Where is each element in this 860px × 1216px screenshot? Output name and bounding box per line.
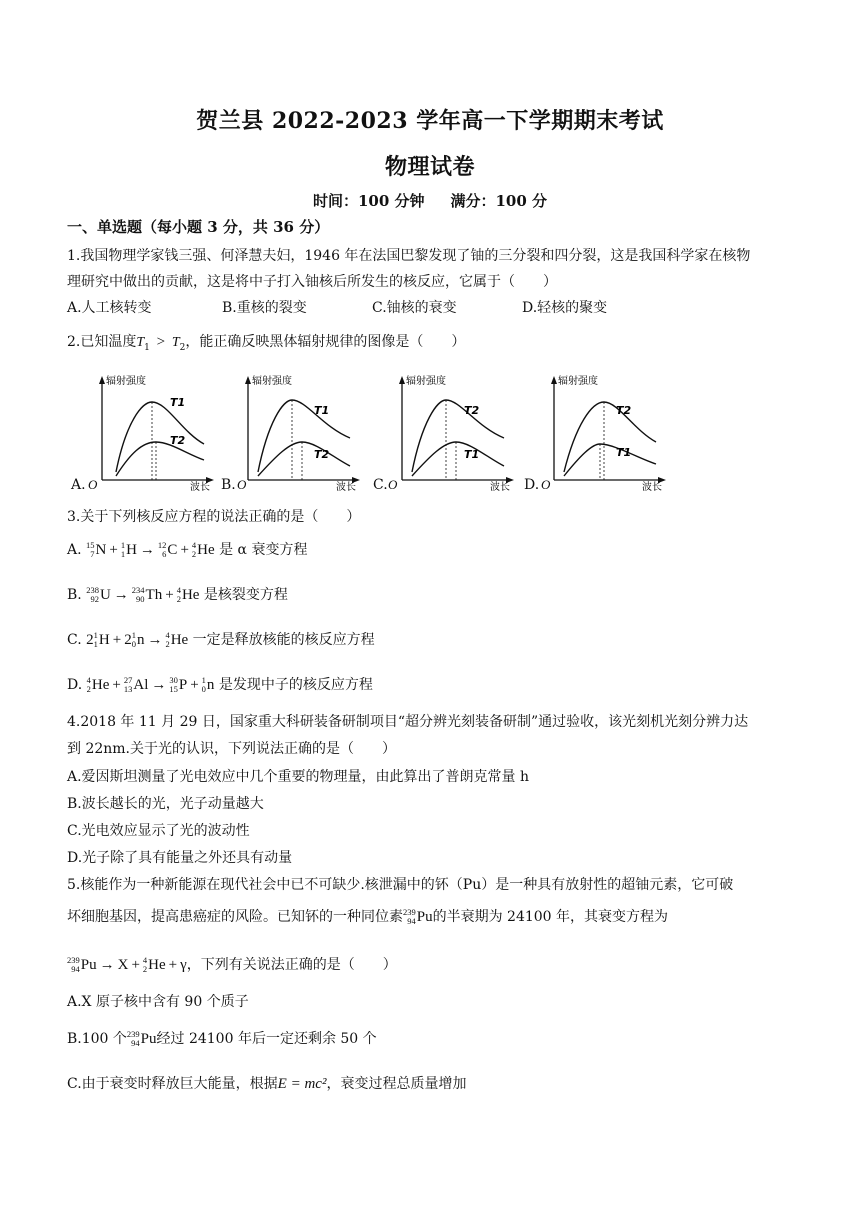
q2-graph-c xyxy=(382,372,532,494)
graph-d-upper-label: T2 xyxy=(616,404,632,417)
q3-stem: 3.关于下列核反应方程的说法正确的是（ ） xyxy=(67,509,361,525)
graph-ylabel: 辐射强度 xyxy=(252,376,292,387)
graph-c-upper-label: T2 xyxy=(464,404,480,417)
q1-option-a: A.人工核转变 xyxy=(67,300,152,316)
q2-graph-a xyxy=(82,372,232,494)
graph-b-lower-label: T2 xyxy=(314,448,330,461)
graph-ylabel: 辐射强度 xyxy=(106,376,146,387)
q1-option-b: B.重核的裂变 xyxy=(222,300,307,316)
q4-option-b: B.波长越长的光，光子动量越大 xyxy=(67,796,264,812)
q2-option-a-label: A. xyxy=(71,477,86,493)
exam-title: 贺兰县 2022-2023 学年高一下学期期末考试 xyxy=(196,108,664,134)
q4-stem-line1: 4.2018 年 11 月 29 日，国家重大科研装备研制项目“超分辨光刻装备研制”通过验收，该光刻机光刻分辨力达 xyxy=(67,714,749,730)
graph-ylabel: 辐射强度 xyxy=(406,376,446,387)
q5-option-b: B.100 个 239 94 Pu经过 24100 年后一定还剩余 50 个 xyxy=(67,1029,377,1048)
exam-subtitle: 物理试卷 xyxy=(384,154,475,180)
q2-option-d-label: D. xyxy=(524,477,540,493)
q3-option-c: C. 2 1 1 H + 2 1 0 n → 4 2 He 一定是释放核能的核反应方程 xyxy=(67,630,375,649)
q4-option-a: A.爱因斯坦测量了光电效应中几个重要的物理量，由此算出了普朗克常量 h xyxy=(67,769,530,785)
q1-option-c: C.铀核的衰变 xyxy=(372,300,457,316)
q3-option-b: B. 238 92 U → 234 90 Th + 4 2 He 是核裂变方程 xyxy=(67,585,288,604)
q5-option-a: A.X 原子核中含有 90 个质子 xyxy=(67,994,249,1010)
q5-stem-line2: 坏细胞基因，提高患癌症的风险。已知钚的一种同位素 239 94 Pu的半衰期为 24100 年，其衰变方程为 xyxy=(67,907,669,926)
q5-stem-line3: 239 94 Pu → X + 4 2 He + γ，下列有关说法正确的是（ ） xyxy=(67,955,397,974)
q2-stem: 2.已知温度$T_1 > T_2$，能正确反映黑体辐射规律的图像是（ ） xyxy=(67,334,466,353)
section-heading: 一、单选题（每小题 3 分，共 36 分） xyxy=(67,218,330,236)
graph-xlabel: 波长 xyxy=(190,482,210,493)
q2-option-b-label: B. xyxy=(221,477,236,493)
q2-graph-d xyxy=(534,372,684,494)
graph-b-upper-label: T1 xyxy=(314,404,330,417)
graph-xlabel: 波长 xyxy=(336,482,356,493)
graph-c-lower-label: T1 xyxy=(464,448,480,461)
q2-option-c-label: C. xyxy=(373,477,388,493)
q2-graph-b-origin: O xyxy=(237,477,247,492)
q2-graph-d-origin: O xyxy=(541,477,551,492)
q3-option-a: A. 15 7 N + 1 1 H → 12 6 C + 4 2 He 是 α 衰变方程 xyxy=(67,540,308,559)
graph-ylabel: 辐射强度 xyxy=(558,376,598,387)
q5-option-c: C.由于衰变时释放巨大能量，根据E = mc²，衰变过程总质量增加 xyxy=(67,1076,467,1092)
graph-xlabel: 波长 xyxy=(490,482,510,493)
graph-d-lower-label: T1 xyxy=(616,446,632,459)
q1-stem-line1: 1.我国物理学家钱三强、何泽慧夫妇，1946 年在法国巴黎发现了铀的三分裂和四分裂，这是我国科学家在核物 xyxy=(67,248,751,264)
q4-option-c: C.光电效应显示了光的波动性 xyxy=(67,823,250,839)
graph-a-upper-label: T1 xyxy=(170,396,186,409)
exam-score: 满分：100 分 xyxy=(450,192,548,210)
q4-stem-line2: 到 22nm.关于光的认识，下列说法正确的是（ ） xyxy=(67,741,397,757)
q2-graph-a-origin: O xyxy=(88,477,98,492)
q3-option-d: D. 4 2 He + 27 13 Al → 30 15 P + 1 0 n 是发现中子的核反应方程 xyxy=(67,675,373,694)
q5-stem-line1: 5.核能作为一种新能源在现代社会中已不可缺少.核泄漏中的钚（Pu）是一种具有放射性的超铀元素，它可破 xyxy=(67,877,734,893)
exam-meta xyxy=(0,190,860,211)
exam-time: 时间：100 分钟 xyxy=(312,192,425,210)
q1-stem-line2: 理研究中做出的贡献，这是将中子打入铀核后所发生的核反应，它属于（ ） xyxy=(67,274,557,290)
graph-a-lower-label: T2 xyxy=(170,434,186,447)
q2-graph-b xyxy=(228,372,378,494)
q2-graph-c-origin: O xyxy=(388,477,398,492)
q4-option-d: D.光子除了具有能量之外还具有动量 xyxy=(67,850,293,866)
q1-option-d: D.轻核的聚变 xyxy=(522,300,608,316)
q1-options xyxy=(67,297,797,317)
graph-xlabel: 波长 xyxy=(642,482,662,493)
